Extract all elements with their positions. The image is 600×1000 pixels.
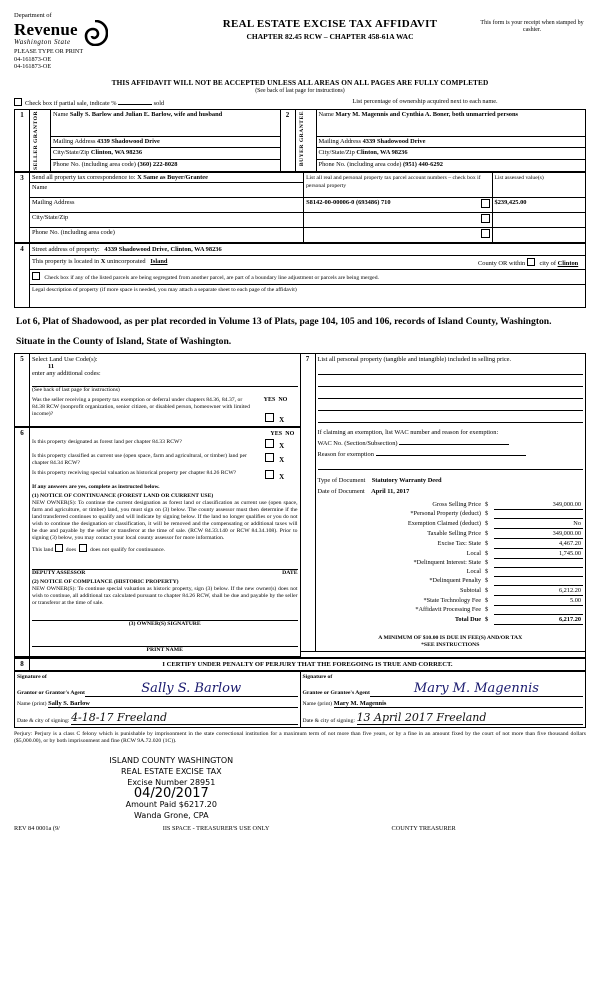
segregated-cell[interactable] <box>30 269 586 284</box>
personal-property-line-1[interactable] <box>318 363 584 375</box>
print-name-label: PRINT NAME <box>146 646 183 653</box>
buyer-grantee-vertical-label: BUYER GRANTEE <box>295 109 316 171</box>
exemption-intro: If claiming an exemption, list WAC number and reason for exemption: <box>317 428 499 436</box>
partial-sale-checkbox[interactable] <box>14 98 22 106</box>
tax-label-3: Taxable Selling Price <box>427 529 481 537</box>
parcel-row-2[interactable] <box>304 212 492 227</box>
tax-label-0: Gross Selling Price <box>432 501 481 508</box>
s5-no-label: NO <box>278 396 288 403</box>
grantee-signature-cell[interactable] <box>300 671 586 727</box>
section3-citystatezip-label: City/State/Zip <box>32 213 69 221</box>
section-5-table <box>15 354 300 427</box>
assessed-row-3[interactable] <box>492 227 586 242</box>
assessed-header-label: List assessed value(s) <box>494 174 544 181</box>
section-8-table <box>14 658 586 671</box>
section-4-table <box>14 243 586 308</box>
additional-codes-input[interactable] <box>32 377 298 387</box>
section3-phone-cell[interactable] <box>30 227 304 242</box>
notice-continuance-title: (1) NOTICE OF CONTINUANCE (FOREST LAND OR CURRENT USE) <box>32 492 214 499</box>
stamp-treasurer-name: Wanda Grone, CPA <box>134 810 209 820</box>
parcel-row-3[interactable] <box>304 227 492 242</box>
located-in-cell[interactable] <box>30 255 586 269</box>
tax-label-1: *Personal Property (deduct) <box>410 510 481 518</box>
washington-state-label: Washington State <box>14 37 71 46</box>
tax-row: Local $ 1,745.00 <box>318 548 584 558</box>
located-label: This property is located in <box>32 257 100 265</box>
s6q2-yes-checkbox[interactable] <box>265 453 274 462</box>
county-or-label: County OR within <box>478 259 526 267</box>
rev-number: REV 84 0001a (9/ <box>14 824 60 832</box>
iis-space-label: IIS SPACE - TREASURER'S USE ONLY <box>162 824 270 832</box>
tax-value-11[interactable] <box>494 605 583 614</box>
personal-property-intro: List all personal property (tangible and intangible) included in selling price. <box>317 355 512 363</box>
partial-sale-label: Check box if partial sale, indicate % <box>25 99 117 107</box>
tax-row: *Personal Property (deduct) $ <box>318 509 584 518</box>
does-label: does <box>65 546 77 553</box>
doc-date-label: Date of Document <box>317 487 365 495</box>
section-7-number: 7 <box>301 354 316 652</box>
deputy-date-label: DATE <box>282 569 298 576</box>
current-use-question: Is this property classified as current use (open space, farm and agricultural, or timber) land per chapter 84.34 RCW? <box>32 452 247 466</box>
minimum-fee-note: A MINIMUM OF $10.00 IS DUE IN FEE(S) AND/OR TAX <box>378 634 523 641</box>
stamp-line-3: Excise Number 28951 <box>127 777 216 787</box>
tax-row: Total Due $ 6,217.20 <box>318 614 584 624</box>
seller-citystatezip-cell[interactable] <box>51 148 281 160</box>
document-page <box>0 12 600 1000</box>
parcel-personal-checkbox-3[interactable] <box>481 229 490 238</box>
county-name-value: Island <box>150 257 168 265</box>
print-name-line[interactable] <box>32 634 298 647</box>
seller-mailing-cell[interactable] <box>51 136 281 148</box>
land-use-code-value: 11 <box>48 362 55 370</box>
seller-citystatezip-value: Clinton, WA 98236 <box>90 149 143 157</box>
section-1-number: 1 <box>15 109 30 171</box>
tax-value-10[interactable]: 5.00 <box>494 595 583 605</box>
not-accepted-notice: THIS AFFIDAVIT WILL NOT BE ACCEPTED UNLESS ALL AREAS ON ALL PAGES ARE FULLY COMPLETED <box>111 77 489 87</box>
stamp-line-2: REAL ESTATE EXCISE TAX <box>120 766 222 776</box>
seller-phone-cell[interactable] <box>51 160 281 172</box>
tax-label-4: Excise Tax: State <box>437 539 481 547</box>
legal-note-label: Legal description of property (if more space is needed, you may attach a separate sheet to each page of the affidavit) <box>32 286 297 293</box>
tax-value-0[interactable]: 349,000.00 <box>494 500 583 510</box>
land-use-code-label: Select Land Use Code(s): <box>32 355 98 363</box>
tax-row: *Affidavit Processing Fee $ <box>318 605 584 614</box>
tax-label-10: *State Technology Fee <box>423 596 481 604</box>
section-5-number: 5 <box>15 354 30 427</box>
title-block <box>182 12 478 41</box>
s6q1-no-checked: X <box>279 441 285 450</box>
tax-value-9[interactable]: 6,212.20 <box>494 585 583 595</box>
segregated-checkbox[interactable] <box>32 272 40 280</box>
grantee-print-value: Mary M. Magennis <box>334 700 583 708</box>
buyer-phone-cell[interactable] <box>316 160 585 172</box>
section3-name-cell[interactable] <box>30 182 304 197</box>
section-2-number: 2 <box>280 109 295 171</box>
section3-citystatezip-cell[interactable] <box>30 212 304 227</box>
s6-no-label: NO <box>285 430 295 437</box>
form-header <box>14 12 586 71</box>
assessed-value-cell[interactable] <box>492 197 586 212</box>
buyer-citystatezip-value: Clinton, WA 98236 <box>356 149 408 157</box>
s6-yes-label: YES <box>270 430 283 437</box>
notice-compliance-title: (2) NOTICE OF COMPLIANCE (HISTORIC PROPERTY) <box>32 578 179 585</box>
tax-label-2: Exemption Claimed (deduct) <box>407 519 481 527</box>
section-6-table <box>15 427 300 657</box>
tax-label-5: Local <box>466 549 481 557</box>
doc-date-value: April 11, 2017 <box>371 487 410 495</box>
personal-property-line-2[interactable] <box>318 375 584 387</box>
segregated-label: Check box if any of the listed parcels are being segregated from another parcel, are part of a boundary line adjustment or parcels are being merged. <box>44 274 379 281</box>
seller-citystatezip-label: City/State/Zip <box>53 149 90 157</box>
historic-question: Is this property receiving special valuation as historical property per chapter 84.26 RCW? <box>32 469 237 476</box>
personal-property-line-4[interactable] <box>318 399 584 411</box>
parcel-number-cell[interactable] <box>304 197 492 212</box>
please-type-label: PLEASE TYPE OR PRINT <box>14 48 84 55</box>
street-address-label: Street address of property: <box>32 245 100 253</box>
s6q3-yes-checkbox[interactable] <box>265 470 274 479</box>
s6q2-no-checked: X <box>279 455 285 464</box>
tax-value-1[interactable] <box>494 509 583 518</box>
section-3-number: 3 <box>15 172 30 242</box>
tax-row: *State Technology Fee $ 5.00 <box>318 595 584 605</box>
seller-mailing-value: 4339 Shadowood Drive <box>97 137 160 145</box>
seller-phone-label: Phone No. (including area code) <box>53 161 136 169</box>
reason-input[interactable] <box>376 455 526 456</box>
tax-value-8[interactable] <box>494 576 583 585</box>
grantor-sig-label-2: Grantor or Grantor's Agent <box>17 689 85 696</box>
section-6-body <box>30 427 300 656</box>
form-number-2: 04-161873-OE <box>14 63 52 71</box>
parcel-header-label: List all real and personal property tax parcel account numbers – check box if personal property <box>306 174 481 189</box>
tax-value-4[interactable]: 4,467.20 <box>494 538 583 548</box>
grantee-signature-value: Mary M. Magennis <box>413 680 539 696</box>
city-of-label: city of <box>539 259 556 267</box>
buyer-name-value: Mary M. Magennis and Cynthia A. Boner, both unmarried persons <box>335 110 519 118</box>
sold-label: sold <box>153 99 165 107</box>
assessed-row-2[interactable] <box>492 212 586 227</box>
grantor-signature-value: Sally S. Barlow <box>141 680 242 696</box>
parcel-header-cell <box>304 172 492 197</box>
see-instructions-note: *SEE INSTRUCTIONS <box>421 641 480 648</box>
city-checkbox[interactable] <box>527 258 535 266</box>
grantor-signature-cell[interactable] <box>15 671 301 727</box>
section-3-table <box>14 172 586 243</box>
buyer-name-cell[interactable] <box>316 109 585 136</box>
deputy-assessor-signature-line[interactable] <box>32 558 298 570</box>
form-title: REAL ESTATE EXCISE TAX AFFIDAVIT <box>222 18 438 30</box>
county-treasurer-label: COUNTY TREASURER <box>391 824 456 832</box>
ownership-percent-note: List percentage of ownership acquired next to each name. <box>352 98 498 106</box>
tax-correspondence-cell[interactable] <box>30 172 304 182</box>
excise-stamp <box>14 755 329 821</box>
s5-yes-label: YES <box>263 396 276 403</box>
perjury-note: Perjury: Perjury is a class C felony which is punishable by imprisonment in the state correctional institution for a maximum term of not more than five years, or by a fine in an amount fixed by the court of not more than five thousand dollars ($5,000.00), or by both imprisonment and fine (RCW 9A.72.020 (1C)). <box>14 730 586 744</box>
certify-statement: I CERTIFY UNDER PENALTY OF PERJURY THAT THE FOREGOING IS TRUE AND CORRECT. <box>30 658 586 670</box>
stamp-amount-paid: Amount Paid $6217.20 <box>125 799 217 809</box>
wac-label: WAC No. (Section/Subsection) <box>317 439 398 447</box>
section-7-body <box>315 354 585 652</box>
tax-label-8: *Delinquent Penalty <box>429 577 481 585</box>
doc-type-value: Statutory Warranty Deed <box>371 476 442 484</box>
grantee-sig-label-1: Signature of <box>302 673 333 680</box>
owner-signature-line[interactable] <box>32 610 298 621</box>
buyer-mailing-cell[interactable] <box>316 136 585 148</box>
grantee-date-label: Date & city of signing: <box>302 717 355 724</box>
seller-name-label: Name <box>53 110 69 118</box>
tax-value-6[interactable] <box>494 558 583 567</box>
buyer-phone-label: Phone No. (including area code) <box>318 161 402 169</box>
tax-row: Subtotal $ 6,212.20 <box>318 585 584 595</box>
buyer-mailing-value: 4339 Shadowood Drive <box>362 137 426 145</box>
tax-calculation-table <box>318 500 584 625</box>
buyer-mailing-label: Mailing Address <box>318 137 361 145</box>
assessed-value: $239,425.00 <box>494 198 527 206</box>
notice-continuance-body: NEW OWNER(S): To continue the current designation as forest land or classification as current use (open space, farm and agriculture, or timber) land, you must sign on (3) below. The county assessor must then determine if the land transferred continues to qualify and will indicate by signing below. If the land no longer qualifies or you do not wish to continue the designation or classification, it will be removed and the compensating or additional taxes will be due and payable by the seller or transferor at the time of sale. (RCW 84.33.140 or RCW 84.34.108). Prior to signing (3) below, you may contact your local county assessor for more information. <box>32 499 298 541</box>
reason-label: Reason for exemption <box>317 450 374 458</box>
personal-property-line-3[interactable] <box>318 387 584 399</box>
tax-row: *Delinquent Penalty $ <box>318 576 584 585</box>
tax-label-11: *Affidavit Processing Fee <box>415 606 481 614</box>
send-tax-label: Send all property tax correspondence to: <box>32 173 136 181</box>
personal-property-line-5[interactable] <box>318 411 584 423</box>
parcel-personal-checkbox-2[interactable] <box>481 214 490 223</box>
wac-input[interactable] <box>399 444 509 445</box>
tax-value-5[interactable]: 1,745.00 <box>494 548 583 558</box>
notice-compliance-body: NEW OWNER(S): To continue special valuation as historic property, sign (3) below. If the new owner(s) does not wish to continue, all additional tax calculated pursuant to chapter 84.26 RCW, shall be due and payable by the seller or transferor at the time of sale. <box>32 585 298 606</box>
legal-note-cell <box>30 284 586 307</box>
section3-name-label: Name <box>32 183 48 191</box>
seller-exemption-question: Was the seller receiving a property tax exemption or deferral under chapters 84.36, 84.37, or 84.38 RCW (nonprofit organization, senior citizen, or disabled person, homeowner with limited income)? <box>32 396 250 417</box>
grantor-print-label: Name (print) <box>17 700 47 707</box>
same-as-buyer-value: X Same as Buyer/Grantee <box>137 173 208 181</box>
tax-row: *Delinquent Interest: State $ <box>318 558 584 567</box>
tax-label-6: *Delinquent Interest: State <box>413 559 481 567</box>
situate-statement: Situate in the County of Island, State of Washington. <box>16 335 232 347</box>
this-land-label: This land <box>32 546 54 553</box>
forest-land-question: Is this property designated as forest land per chapter 84.33 RCW? <box>32 438 182 445</box>
assessed-header-cell <box>492 172 586 197</box>
buyer-phone-value: (951) 440-6292 <box>403 161 443 169</box>
parcel-personal-checkbox-1[interactable] <box>481 199 490 208</box>
deputy-assessor-label: DEPUTY ASSESSOR <box>32 569 86 576</box>
street-address-cell[interactable] <box>30 243 586 255</box>
tax-value-12[interactable]: 6,217.20 <box>494 614 583 624</box>
see-back-note: (See back of last page for instructions) <box>255 87 345 94</box>
does-not-label: does not qualify for continuance. <box>90 546 166 553</box>
if-any-yes-note: If any answers are yes, complete as instructed below. <box>32 483 160 490</box>
unincorporated-label: unincorporated <box>106 257 146 265</box>
does-not-qualify-checkbox[interactable] <box>79 544 87 552</box>
section3-phone-label: Phone No. (including area code) <box>32 228 115 236</box>
seller-name-value: Sally S. Barlow and Julian E. Barlow, wife and husband <box>69 110 223 118</box>
seller-grantor-vertical-label: SELLER GRANTOR <box>30 109 51 171</box>
section3-mailing-label: Mailing Address <box>32 198 75 206</box>
grantee-sig-label-2: Grantee or Grantee's Agent <box>302 689 370 696</box>
doc-type-label: Type of Document <box>317 476 366 484</box>
parties-table <box>14 109 586 172</box>
s6q3-no-checked: X <box>279 472 285 481</box>
form-number-1: 04-161873-OE <box>14 55 52 63</box>
grantor-date-city-value: 4-18-17 Freeland <box>71 711 297 725</box>
tax-row: Exemption Claimed (deduct) $ No <box>318 518 584 528</box>
s6q1-yes-checkbox[interactable] <box>265 439 274 448</box>
signature-table <box>14 671 586 728</box>
section-4-number: 4 <box>15 243 30 307</box>
city-name-value: Clinton <box>557 259 579 267</box>
stamp-line-1: ISLAND COUNTY WASHINGTON <box>109 755 234 765</box>
tax-label-7: Local <box>466 568 481 576</box>
tax-label-9: Subtotal <box>460 586 481 594</box>
unincorporated-x: X <box>100 257 106 265</box>
section-6-number: 6 <box>15 427 30 656</box>
revenue-swirl-icon <box>82 20 108 46</box>
grantee-date-city-value: 13 April 2017 Freeland <box>357 711 583 725</box>
grantor-date-label: Date & city of signing: <box>17 717 70 724</box>
grantee-print-label: Name (print) <box>302 700 333 707</box>
tax-row: Excise Tax: State $ 4,467.20 <box>318 538 584 548</box>
does-qualify-checkbox[interactable] <box>55 544 63 552</box>
tax-row: Gross Selling Price $ 349,000.00 <box>318 500 584 510</box>
land-use-see-back: (See back of last page for instructions) <box>32 386 120 393</box>
grantor-print-value: Sally S. Barlow <box>48 700 297 708</box>
reason-line-2[interactable] <box>318 458 584 470</box>
section-8-number: 8 <box>15 658 30 670</box>
tax-value-3[interactable]: 349,000.00 <box>494 528 583 538</box>
tax-label-12: Total Due <box>454 615 481 623</box>
legal-description: Lot 6, Plat of Shadowood, as per plat recorded in Volume 13 of Plats, page 104, 105 and 106, records of Island County, Washington. <box>16 315 552 327</box>
owners-signature-label: (3) OWNER(S) SIGNATURE <box>128 620 201 627</box>
tax-row: Taxable Selling Price $ 349,000.00 <box>318 528 584 538</box>
parcel-number-value: S8142-00-00006-0 (693486) 710 <box>306 198 391 206</box>
partial-sale-percent-input[interactable] <box>118 97 152 105</box>
revenue-wordmark: Revenue <box>14 19 78 39</box>
s5-yes-checkbox[interactable] <box>265 413 274 422</box>
section-5-body <box>30 354 300 427</box>
tax-value-7[interactable] <box>494 567 583 576</box>
s5-no-checked: X <box>279 415 285 424</box>
seller-phone-value: (360) 222-8028 <box>137 161 178 169</box>
seller-mailing-label: Mailing Address <box>53 137 96 145</box>
buyer-citystatezip-cell[interactable] <box>316 148 585 160</box>
street-address-value: 4339 Shadowood Drive, Clinton, WA 98236 <box>104 245 222 253</box>
sections-567-table <box>14 353 586 658</box>
buyer-citystatezip-label: City/State/Zip <box>318 149 355 157</box>
section3-mailing-cell[interactable] <box>30 197 304 212</box>
department-label: Department of <box>14 12 52 19</box>
agency-logo-block <box>14 12 182 71</box>
tax-value-2[interactable]: No <box>494 518 583 528</box>
form-subtitle: CHAPTER 82.45 RCW – CHAPTER 458-61A WAC <box>246 32 414 41</box>
receipt-note: This form is your receipt when stamped by cashier. <box>480 20 584 34</box>
stamp-date: 04/20/2017 <box>133 785 209 801</box>
tax-row: Local $ <box>318 567 584 576</box>
seller-name-cell[interactable] <box>51 109 281 136</box>
grantor-sig-label-1: Signature of <box>17 673 47 680</box>
buyer-name-label: Name <box>318 110 334 118</box>
additional-codes-label: enter any additional codes: <box>32 369 101 377</box>
